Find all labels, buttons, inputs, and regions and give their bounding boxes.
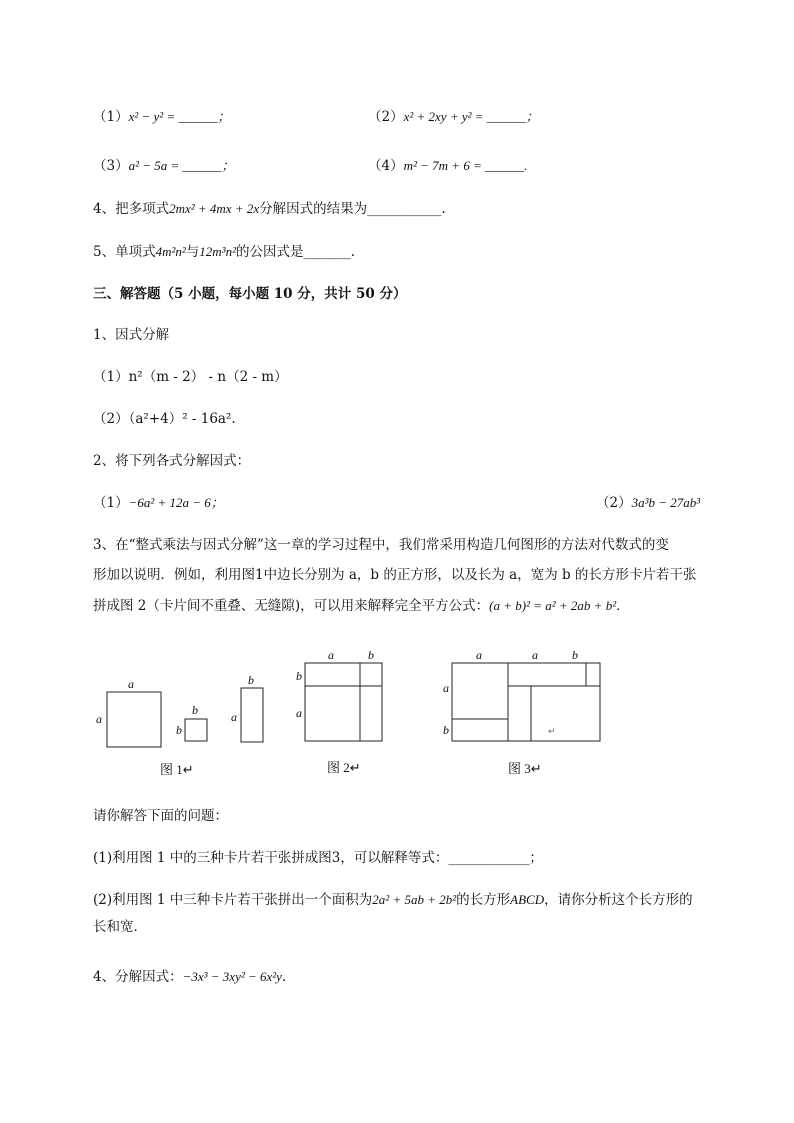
- fig3-enter-mark: ↵: [548, 726, 556, 736]
- fig1-label-a-left2: a: [231, 710, 237, 724]
- math-expression: −6a² + 12a − 6；: [128, 495, 224, 510]
- fig1-label-a-left: a: [96, 712, 102, 726]
- math-expression: 2mx² + 4mx + 2x: [169, 201, 260, 216]
- q3-part1: [93, 108, 230, 126]
- question-4: [93, 200, 446, 218]
- math-expression: m² − 7m + 6 = ______.: [403, 158, 528, 173]
- q3-part3: [93, 157, 235, 175]
- problem-1-title: 1、因式分解: [93, 327, 170, 343]
- problem-text: (2)利用图 1 中三种卡片若干张拼出一个面积为: [93, 892, 373, 908]
- math-expression: 3a³b − 27ab³: [631, 495, 701, 510]
- question-text: 分解因式的结果为___________.: [259, 201, 446, 217]
- math-expression: x² − y² = ______；: [128, 109, 231, 124]
- question-text: 单项式: [115, 244, 156, 260]
- problem-2-part2: [596, 494, 700, 512]
- problem-2-part1: [93, 494, 224, 512]
- part-label: （4）: [368, 158, 404, 174]
- problem-text: 拼成图 2（卡片间不重叠、无缝隙)，可以用来解释完全平方公式：: [93, 598, 490, 614]
- part-label: （1）: [93, 495, 129, 511]
- fig1-square-b: [185, 719, 207, 741]
- math-expression: 2a² + 5ab + 2b²: [372, 892, 457, 907]
- part-label: （3）: [93, 158, 129, 174]
- part-label: （2）: [596, 495, 632, 511]
- part-label: （1）: [93, 109, 129, 125]
- fig1-label-b-top2: b: [248, 673, 254, 687]
- math-expression: 4m²n²: [155, 244, 186, 259]
- problem-4: [93, 968, 295, 986]
- problem-3-line1: 3、在“整式乘法与因式分解”这一章的学习过程中，我们常采用构造几何图形的方法对代数式的变: [93, 537, 669, 553]
- fig1-rect-ab: [241, 688, 263, 742]
- problem-3-line2: 形加以说明．例如，利用图1中边长分别为 a，b 的正方形，以及长为 a，宽为 b 的长方形卡片若干张: [93, 567, 697, 583]
- problem-text: ．: [616, 598, 630, 614]
- q3-part2: [368, 108, 539, 126]
- problem-3-q2-line2: 长和宽．: [93, 919, 147, 935]
- question-number: 4、: [93, 201, 116, 217]
- fig2-label-b-top: b: [368, 648, 374, 662]
- question-5: [93, 243, 355, 261]
- fig2-caption: 图 2↵: [327, 760, 361, 775]
- fig2-label-b-left: b: [296, 669, 302, 683]
- problem-text: ．: [281, 969, 296, 985]
- math-expression: 12m³n²: [199, 244, 236, 259]
- fig3-label-a-top2: a: [532, 648, 538, 662]
- math-expression: ABCD: [510, 892, 545, 907]
- math-expression: (a + b)² = a² + 2ab + b²: [489, 598, 617, 613]
- problem-3-q2: [93, 891, 693, 909]
- math-expression: a² − 5a = ______；: [128, 158, 235, 173]
- problem-3-line3: [93, 597, 630, 615]
- fig3-caption: 图 3↵: [508, 761, 542, 776]
- problem-text: ，请你分析这个长方形的: [544, 892, 693, 908]
- fig3-label-a-top1: a: [476, 648, 482, 662]
- fig1-label-b-left: b: [176, 723, 182, 737]
- fig3-label-b-top: b: [572, 648, 578, 662]
- section-heading: 三、解答题（5 小题，每小题 10 分，共计 50 分）: [93, 286, 407, 302]
- fig1-label-b-top: b: [192, 703, 198, 717]
- fig3-outer: [452, 663, 600, 741]
- problem-1-part1: （1）n²（m - 2） - n（2 - m）: [93, 369, 288, 385]
- problem-1-part2: （2）（a²+4）² - 16a².: [93, 411, 236, 427]
- question-text: 把多项式: [115, 201, 170, 217]
- fig1-label-a-top: a: [128, 677, 134, 691]
- fig3-label-b-left: b: [443, 723, 449, 737]
- problem-text: 的长方形: [456, 892, 511, 908]
- fig1-caption: 图 1↵: [160, 762, 194, 777]
- question-number: 5、: [93, 244, 116, 260]
- fig2-label-a-top: a: [328, 648, 334, 662]
- figures: [0, 640, 794, 800]
- q3-part4: [368, 157, 527, 175]
- problem-3-prompt: 请你解答下面的问题：: [93, 808, 228, 824]
- fig2-outer: [305, 663, 382, 741]
- question-text: 的公因式是_______.: [235, 244, 356, 260]
- fig3-label-a-left: a: [443, 681, 449, 695]
- problem-3-q1: (1)利用图 1 中的三种卡片若干张拼成图3，可以解释等式：____________；: [93, 850, 543, 866]
- fig2-label-a-left: a: [296, 706, 302, 720]
- math-expression: −3x³ − 3xy² − 6x²y: [182, 969, 282, 984]
- fig1-square-a: [107, 692, 161, 747]
- question-number: 4、: [93, 969, 116, 985]
- math-expression: x² + 2xy + y² = ______；: [403, 109, 539, 124]
- question-text: 与: [185, 244, 200, 260]
- problem-2-title: 2、将下列各式分解因式：: [93, 453, 251, 469]
- problem-text: 分解因式：: [115, 969, 183, 985]
- part-label: （2）: [368, 109, 404, 125]
